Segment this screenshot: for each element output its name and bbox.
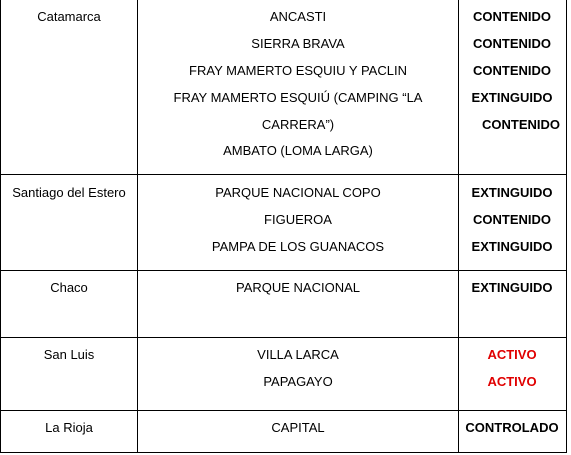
location-cell: ANCASTI <box>269 9 327 24</box>
location-cell: PAPAGAYO <box>263 374 333 389</box>
province-cell: San Luis <box>43 347 95 362</box>
status-cell: CONTENIDO <box>473 9 551 24</box>
status-cell: CONTENIDO <box>473 212 551 227</box>
row-divider-2 <box>0 270 567 271</box>
row-divider-3 <box>0 337 567 338</box>
column-divider-1 <box>137 0 138 453</box>
province-cell: Catamarca <box>37 9 101 24</box>
status-cell: CONTROLADO <box>465 420 559 435</box>
location-cell: PAMPA DE LOS GUANACOS <box>211 239 385 254</box>
table-border-right <box>566 0 567 453</box>
location-cell: FRAY MAMERTO ESQUIÚ (CAMPING “LA <box>173 90 423 105</box>
location-cell: CAPITAL <box>271 420 325 435</box>
table-border-left <box>0 0 1 453</box>
status-cell: CONTENIDO <box>473 36 551 51</box>
province-cell: La Rioja <box>45 420 93 435</box>
status-cell-active: ACTIVO <box>487 374 537 389</box>
status-cell-active: ACTIVO <box>487 347 537 362</box>
location-cell: PARQUE NACIONAL <box>235 280 361 295</box>
status-cell: EXTINGUIDO <box>471 239 553 254</box>
row-divider-4 <box>0 410 567 411</box>
row-divider-1 <box>0 174 567 175</box>
location-cell: AMBATO (LOMA LARGA) <box>223 143 373 158</box>
location-cell: FIGUEROA <box>264 212 332 227</box>
table-border-bottom <box>0 452 567 453</box>
status-cell: EXTINGUIDO <box>471 90 553 105</box>
province-cell: Santiago del Estero <box>12 185 126 200</box>
location-cell: CARRERA”) <box>261 117 335 132</box>
location-cell: PARQUE NACIONAL COPO <box>215 185 381 200</box>
status-cell: EXTINGUIDO <box>471 185 553 200</box>
province-cell: Chaco <box>50 280 88 295</box>
column-divider-2 <box>458 0 459 453</box>
status-cell: CONTENIDO <box>482 117 560 132</box>
location-cell: FRAY MAMERTO ESQUIU Y PACLIN <box>189 63 407 78</box>
location-cell: SIERRA BRAVA <box>251 36 345 51</box>
location-cell: VILLA LARCA <box>257 347 339 362</box>
status-cell: CONTENIDO <box>473 63 551 78</box>
status-cell: EXTINGUIDO <box>471 280 553 295</box>
